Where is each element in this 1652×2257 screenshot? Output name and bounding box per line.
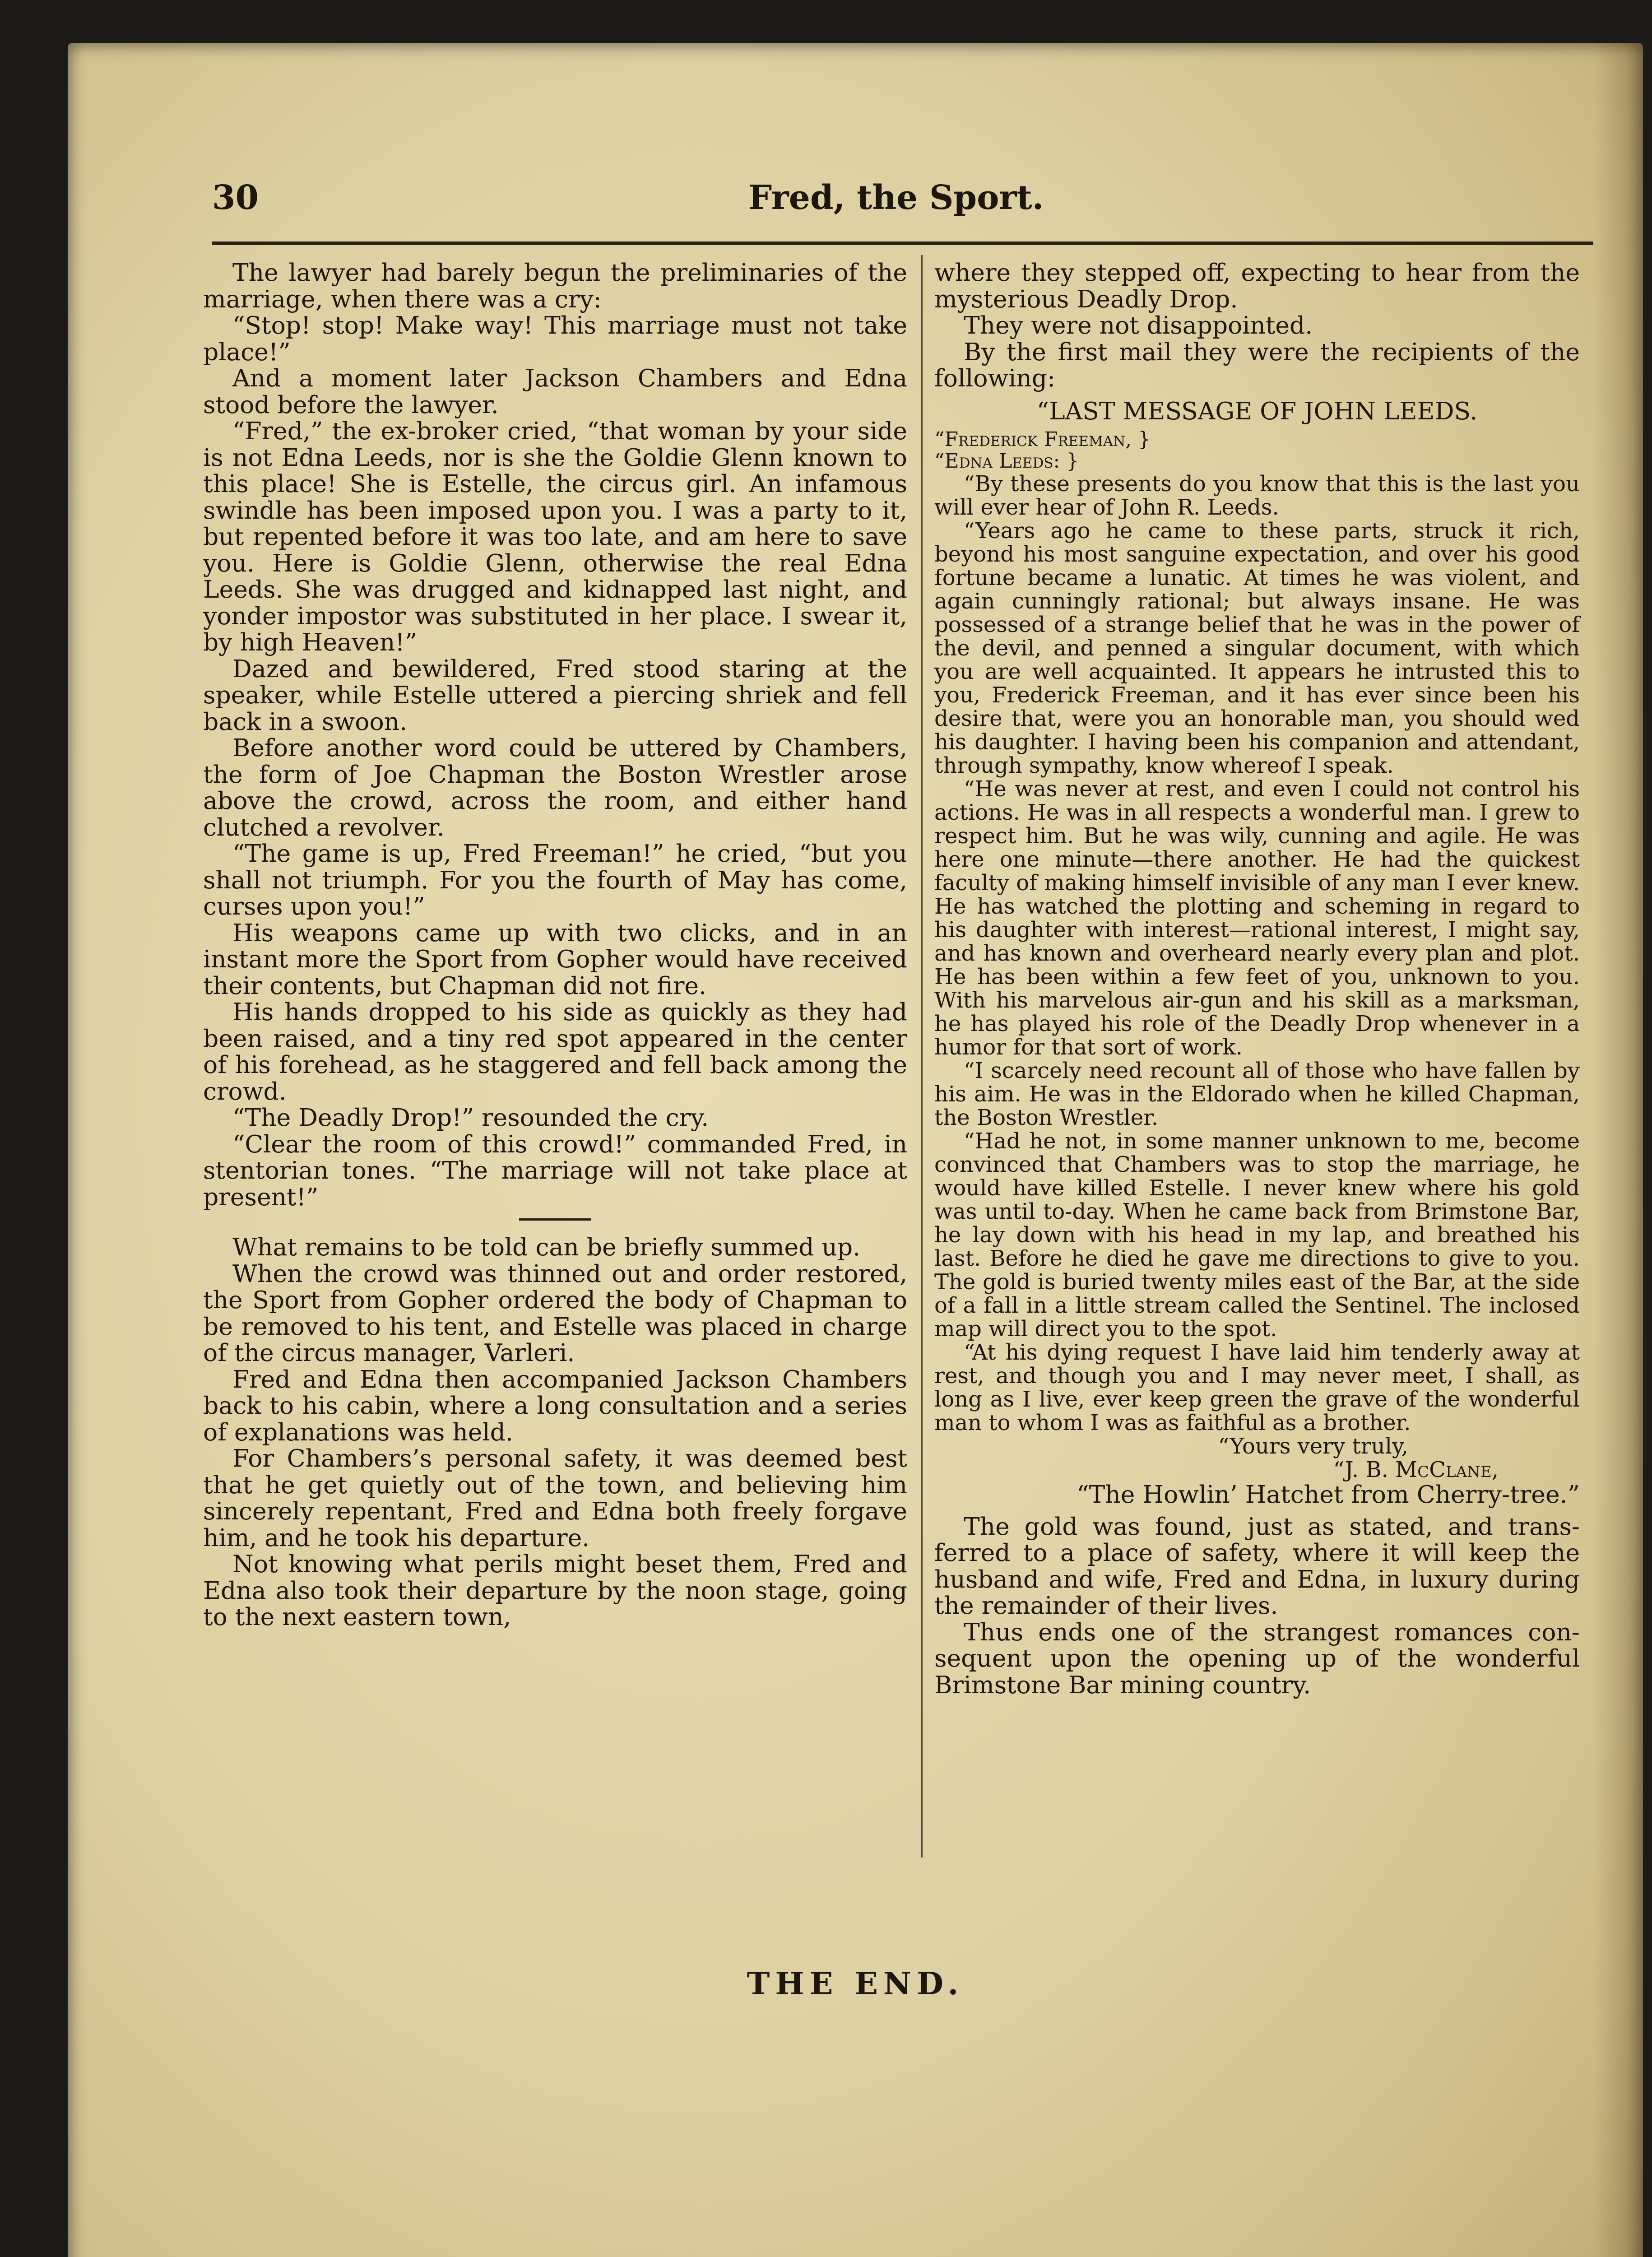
- the-end-label: THE END.: [747, 1966, 964, 2002]
- paragraph: “The Deadly Drop!” resounded the cry.: [232, 1103, 709, 1132]
- paragraph: Thus ends one of the strangest romances consequent upon the opening up of the wonderful Brimstone Bar mining country.: [934, 1617, 1580, 1699]
- paragraph: where they stepped off, expecting to hear from the mysterious Deadly Drop.: [934, 258, 1580, 313]
- letter-addressee: “Edna Leeds: }: [934, 450, 1079, 473]
- paragraph: The lawyer had barely begun the preliminaries of the marriage, when there was a cry:: [203, 258, 907, 313]
- letter-signature: “J. B. McClane,: [1333, 1457, 1499, 1482]
- letter-closing: “Yours very truly,: [1218, 1434, 1408, 1459]
- paragraph: “Clear the room of this crowd!” commanded Fred, in stentorian tones. “The marriage will not take place at present!”: [203, 1129, 907, 1211]
- paragraph: They were not disappointed.: [964, 311, 1313, 339]
- letter-paragraph: “He was never at rest, and even I could not control his actions. He was in all respects a wonderful man. I grew to respect him. But he was wily, cunning and agile. He was here one minute—there another. He had the quickest faculty of making himself invisible of any man I ever knew. He has watched the plotting and scheming in regard to his daughter with interest—rational interest, I might say, and has known and overheard nearly every plan and plot. He has been within a few feet of you, unknown to you. With his marvelous air-gun and his skill as a marksman, he has played his role of the Deadly Drop whenever in a humor for that sort of work.: [934, 776, 1580, 1060]
- right-column: [934, 260, 1580, 1698]
- letter-paragraph: “Years ago he came to these parts, struck it rich, beyond his most sanguine expectation, and over his good fortune became a lunatic. At times he was violent, and again cunningly rational; but always insane. He was possessed of a strange belief that he was in the power of the devil, and penned a singular document, with which you are well acquainted. It appears he intrusted this to you, Frederick Freeman, and it has ever since been his desire that, were you an honorable man, you should wed his daughter. I having been his companion and attendant, through sympathy, know whereof I speak.: [934, 518, 1580, 778]
- page-number: 30: [212, 178, 259, 217]
- page-header: [212, 178, 1580, 228]
- paragraph: “Fred,” the ex-broker cried, “that woman by your side is not Edna Leeds, nor is she the Goldie Glenn known to this place! She is Estelle, the circus girl. An infamous swindle has been imposed upon you. I was a party to it, but repented before it was too late, and am here to save you. Here is Goldie Glenn, otherwise the real Edna Leeds. She was drugged and kidnapped last night, and yonder impostor was substituted in her place. I swear it, by high Heaven!”: [203, 417, 907, 656]
- paragraph: Not knowing what perils might beset them, Fred and Edna also took their departure by the noon stage, going to the next eastern town,: [203, 1550, 907, 1631]
- letter-paragraph: “Had he not, in some manner unknown to me, become convinced that Chambers was to stop the marriage, he would have killed Estelle. I never knew where his gold was until to-day. When he came back from Brimstone Bar, he lay down with his head in my lap, and breathed his last. Before he died he gave me directions to give to you. The gold is buried twenty miles east of the Bar, at the side of a fall in a little stream called the Sentinel. The inclosed map will direct you to the spot.: [934, 1128, 1580, 1342]
- paragraph: His weapons came up with two clicks, and in an instant more the Sport from Gopher would have received their contents, but Chapman did not fire.: [203, 918, 907, 1000]
- letter-paragraph: “By these presents do you know that this is the last you will ever hear of John R. Leeds.: [934, 471, 1580, 520]
- book-page: [68, 43, 1643, 2257]
- column-divider: [921, 255, 923, 1858]
- section-break-rule: [519, 1218, 591, 1221]
- paragraph: By the first mail they were the recipients of the following:: [934, 337, 1580, 392]
- page-edge-shadow: [1593, 43, 1643, 2257]
- paragraph: The gold was found, just as stated, and transferred to a place of safety, where it will keep the husband and wife, Fred and Edna, in luxury during the remainder of their lives.: [934, 1512, 1580, 1620]
- paragraph: Fred and Edna then accompanied Jackson Chambers back to his cabin, where a long consultation and a series of explanations was held.: [203, 1365, 907, 1446]
- paragraph: And a moment later Jackson Chambers and Edna stood before the lawyer.: [203, 364, 907, 419]
- paragraph: When the crowd was thinned out and order restored, the Sport from Gopher ordered the body of Chapman to be removed to his tent, and Estelle was placed in charge of the circus manager, Varleri.: [203, 1259, 907, 1367]
- letter-heading: “LAST MESSAGE OF JOHN LEEDS.: [1036, 396, 1478, 425]
- running-title: Fred, the Sport.: [748, 178, 1044, 217]
- paragraph: Before another word could be uttered by Chambers, the form of Joe Chapman the Boston Wrestler arose above the crowd, across the room, and either hand clutched a revolver.: [203, 734, 907, 841]
- paragraph: What remains to be told can be briefly summed up.: [232, 1233, 861, 1261]
- letter-body: [934, 472, 1580, 1508]
- paragraph: Dazed and bewildered, Fred stood staring at the speaker, while Estelle uttered a piercing shriek and fell back in a swoon.: [203, 654, 907, 736]
- left-column: [203, 260, 907, 1630]
- paragraph: For Chambers’s personal safety, it was deemed best that he get quietly out of the town, and believing him sincerely repentant, Fred and Edna both freely forgave him, and he took his departure.: [203, 1444, 907, 1552]
- letter-paragraph: “I scarcely need recount all of those who have fallen by his aim. He was in the Eldorado when he killed Chapman, the Boston Wrestler.: [934, 1058, 1580, 1130]
- letter-signature-alias: “The Howlin’ Hatchet from Cherry-tree.”: [1077, 1480, 1580, 1509]
- paragraph: His hands dropped to his side as quickly as they had been raised, and a tiny red spot appeared in the center of his forehead, as he staggered and fell back among the crowd.: [203, 998, 907, 1105]
- paragraph: “Stop! stop! Make way! This marriage must not take place!”: [203, 311, 907, 366]
- letter-addressee: “Frederick Freeman, }: [934, 428, 1151, 451]
- header-rule: [212, 241, 1593, 245]
- paragraph: “The game is up, Fred Freeman!” he cried, “but you shall not triumph. For you the fourth of May has come, curses upon you!”: [203, 839, 907, 920]
- letter-paragraph: “At his dying request I have laid him tenderly away at rest, and though you and I may never meet, I shall, as long as I live, ever keep green the grave of the wonderful man to whom I was as faithful as a brother.: [934, 1340, 1580, 1435]
